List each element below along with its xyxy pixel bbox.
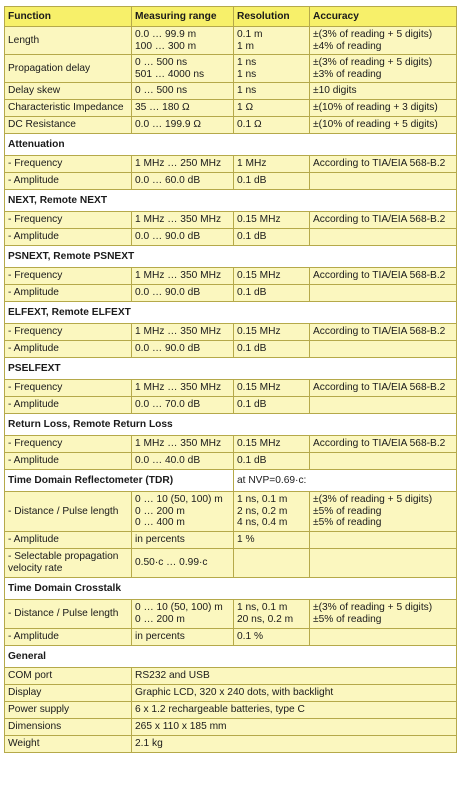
spec-row [5, 629, 457, 646]
spec-resolution-line: 0.1 m [237, 28, 263, 40]
spec-function: Weight [5, 736, 132, 753]
spec-resolution [234, 324, 310, 341]
spec-resolution-line: 0.1 dB [237, 343, 267, 355]
spec-row [5, 341, 457, 358]
spec-resolution-line: 1 MHz [237, 158, 267, 170]
spec-resolution-line: 0.1 dB [237, 231, 267, 243]
spec-row [5, 285, 457, 302]
spec-accuracy [310, 83, 457, 100]
spec-accuracy [310, 397, 457, 414]
spec-accuracy [310, 629, 457, 646]
spec-row [5, 380, 457, 397]
spec-range [132, 600, 234, 629]
spec-resolution [234, 549, 310, 578]
spec-value: 6 x 1.2 rechargeable batteries, type C [132, 702, 457, 719]
spec-function-line: - Amplitude [8, 287, 59, 299]
spec-function: COM port [5, 668, 132, 685]
spec-function [5, 453, 132, 470]
spec-function-line: - Distance / Pulse length [8, 505, 119, 517]
spec-function-line: velocity rate [8, 563, 63, 574]
spec-table-body [5, 27, 457, 753]
spec-accuracy [310, 285, 457, 302]
spec-range [132, 27, 234, 55]
spec-accuracy [310, 436, 457, 453]
spec-range-line: 1 MHz … 350 MHz [135, 438, 222, 450]
spec-range-line: 0.0 … 90.0 dB [135, 287, 201, 299]
spec-function-line: - Distance / Pulse length [8, 608, 119, 620]
spec-resolution-line: 1 ns [237, 56, 257, 68]
spec-function-line: Length [8, 34, 40, 46]
spec-resolution [234, 492, 310, 532]
section-row [5, 302, 457, 324]
spec-function [5, 83, 132, 100]
spec-function [5, 600, 132, 629]
spec-function-line: - Amplitude [8, 399, 59, 411]
spec-row [5, 100, 457, 117]
spec-range-line: 1 MHz … 350 MHz [135, 382, 222, 394]
spec-resolution [234, 397, 310, 414]
spec-range [132, 380, 234, 397]
section-row [5, 414, 457, 436]
spec-range-line: 0.0 … 70.0 dB [135, 399, 201, 411]
spec-range-line: 1 MHz … 350 MHz [135, 326, 222, 338]
spec-range [132, 549, 234, 578]
spec-function: Display [5, 685, 132, 702]
spec-row [5, 324, 457, 341]
section-row [5, 646, 457, 668]
spec-function [5, 285, 132, 302]
general-row [5, 736, 457, 753]
spec-accuracy-line: According to TIA/EIA 568-B.2 [313, 326, 446, 338]
spec-accuracy-line: ±10 digits [313, 85, 357, 97]
spec-accuracy [310, 532, 457, 549]
spec-function-line: - Frequency [8, 158, 63, 170]
spec-row [5, 212, 457, 229]
spec-range [132, 229, 234, 246]
spec-accuracy [310, 27, 457, 55]
spec-resolution-line: 4 ns, 0.4 m [237, 517, 288, 529]
spec-function [5, 229, 132, 246]
spec-function-line: - Frequency [8, 214, 63, 226]
spec-function [5, 436, 132, 453]
spec-function [5, 100, 132, 117]
spec-range-line: 0 … 200 m [135, 614, 185, 625]
section-note: at NVP=0.69·c: [234, 470, 457, 492]
spec-resolution [234, 156, 310, 173]
spec-resolution [234, 212, 310, 229]
spec-range [132, 83, 234, 100]
spec-range [132, 436, 234, 453]
spec-accuracy [310, 492, 457, 532]
spec-resolution [234, 341, 310, 358]
spec-function-line: - Amplitude [8, 631, 59, 643]
spec-accuracy [310, 268, 457, 285]
spec-resolution [234, 173, 310, 190]
spec-function-line: Characteristic Impedance [8, 102, 124, 114]
spec-function [5, 268, 132, 285]
spec-accuracy [310, 55, 457, 83]
spec-range-line: 0.0 … 40.0 dB [135, 455, 201, 467]
spec-accuracy [310, 100, 457, 117]
spec-function-line: - Amplitude [8, 343, 59, 355]
spec-resolution-line: 1 ns, 0.1 m [237, 602, 288, 614]
spec-range [132, 532, 234, 549]
spec-range [132, 173, 234, 190]
section-row [5, 246, 457, 268]
spec-range [132, 492, 234, 532]
spec-function [5, 55, 132, 83]
header-function: Function [5, 7, 132, 27]
spec-function: Power supply [5, 702, 132, 719]
spec-range-line: 0 … 500 ns [135, 85, 188, 97]
spec-range-line: 0.0 … 99.9 m [135, 28, 197, 40]
spec-accuracy-line: According to TIA/EIA 568-B.2 [313, 382, 446, 394]
spec-row [5, 492, 457, 532]
general-row [5, 685, 457, 702]
spec-accuracy-line: According to TIA/EIA 568-B.2 [313, 158, 446, 170]
spec-resolution [234, 629, 310, 646]
spec-resolution-line: 0.1 dB [237, 455, 267, 467]
spec-range [132, 453, 234, 470]
spec-function [5, 156, 132, 173]
spec-value: 265 x 110 x 185 mm [132, 719, 457, 736]
spec-accuracy [310, 549, 457, 578]
spec-function [5, 341, 132, 358]
general-row [5, 719, 457, 736]
spec-resolution [234, 27, 310, 55]
spec-function [5, 117, 132, 134]
spec-function [5, 549, 132, 578]
spec-range-line: 0 … 10 (50, 100) m [135, 493, 223, 505]
spec-table [4, 6, 457, 753]
spec-resolution-line: 0.1 Ω [237, 119, 262, 131]
spec-range [132, 341, 234, 358]
spec-resolution-line: 1 m [237, 40, 254, 52]
spec-function [5, 380, 132, 397]
spec-range-line: 0 … 500 ns [135, 56, 188, 68]
section-title: Attenuation [5, 134, 457, 156]
spec-row [5, 436, 457, 453]
spec-accuracy-line: ±5% of reading [313, 517, 382, 529]
spec-resolution [234, 436, 310, 453]
spec-value: Graphic LCD, 320 x 240 dots, with backlight [132, 685, 457, 702]
spec-range-line: in percents [135, 631, 185, 643]
spec-resolution-line: 0.15 MHz [237, 438, 281, 450]
spec-range [132, 55, 234, 83]
spec-function-line: - Selectable propagation [8, 551, 119, 563]
spec-resolution [234, 100, 310, 117]
spec-range [132, 212, 234, 229]
section-title: General [5, 646, 457, 668]
spec-resolution-line: 2 ns, 0.2 m [237, 505, 288, 517]
spec-function [5, 173, 132, 190]
spec-resolution [234, 600, 310, 629]
spec-row [5, 268, 457, 285]
spec-function-line: - Amplitude [8, 534, 59, 546]
spec-range-line: in percents [135, 534, 185, 546]
spec-row [5, 55, 457, 83]
spec-range [132, 268, 234, 285]
section-row [5, 470, 457, 492]
spec-resolution [234, 532, 310, 549]
spec-accuracy-line: According to TIA/EIA 568-B.2 [313, 438, 446, 450]
spec-accuracy-line: ±(10% of reading + 5 digits) [313, 119, 438, 131]
spec-accuracy [310, 212, 457, 229]
spec-resolution [234, 453, 310, 470]
section-title: ELFEXT, Remote ELFEXT [5, 302, 457, 324]
spec-range-line: 0 … 200 m [135, 505, 185, 517]
header-resolution: Resolution [234, 7, 310, 27]
spec-value: 2.1 kg [132, 736, 457, 753]
section-row [5, 134, 457, 156]
spec-range [132, 117, 234, 134]
spec-range-line: 0 … 400 m [135, 517, 185, 529]
spec-accuracy [310, 229, 457, 246]
spec-range-line: 0.0 … 90.0 dB [135, 231, 201, 243]
spec-range-line: 1 MHz … 250 MHz [135, 158, 222, 170]
spec-row [5, 532, 457, 549]
spec-function [5, 629, 132, 646]
spec-function [5, 212, 132, 229]
spec-resolution-line: 20 ns, 0.2 m [237, 614, 294, 625]
spec-row [5, 173, 457, 190]
spec-resolution-line: 1 % [237, 534, 255, 546]
spec-resolution-line: 1 ns [237, 85, 257, 97]
spec-accuracy-line: According to TIA/EIA 568-B.2 [313, 214, 446, 226]
spec-function-line: - Amplitude [8, 455, 59, 467]
spec-accuracy [310, 324, 457, 341]
spec-accuracy-line: ±4% of reading [313, 40, 382, 52]
spec-row [5, 453, 457, 470]
section-title: Return Loss, Remote Return Loss [5, 414, 457, 436]
spec-row [5, 600, 457, 629]
spec-accuracy [310, 117, 457, 134]
spec-function-line: Delay skew [8, 85, 61, 97]
spec-row [5, 83, 457, 100]
spec-range-line: 501 … 4000 ns [135, 68, 205, 80]
spec-accuracy-line: ±(10% of reading + 3 digits) [313, 102, 438, 114]
spec-resolution-line: 0.1 dB [237, 399, 267, 411]
spec-accuracy [310, 156, 457, 173]
spec-resolution-line: 1 Ω [237, 102, 254, 114]
spec-resolution [234, 380, 310, 397]
spec-resolution [234, 83, 310, 100]
spec-row [5, 156, 457, 173]
spec-function: Dimensions [5, 719, 132, 736]
spec-function-line: - Frequency [8, 438, 63, 450]
spec-resolution-line: 0.15 MHz [237, 270, 281, 282]
spec-accuracy-line: ±(3% of reading + 5 digits) [313, 56, 433, 68]
general-row [5, 702, 457, 719]
spec-row [5, 27, 457, 55]
spec-accuracy [310, 173, 457, 190]
spec-resolution [234, 285, 310, 302]
spec-row [5, 549, 457, 578]
spec-function [5, 492, 132, 532]
spec-resolution [234, 229, 310, 246]
spec-accuracy [310, 453, 457, 470]
spec-range [132, 156, 234, 173]
spec-resolution-line: 0.15 MHz [237, 382, 281, 394]
spec-range [132, 397, 234, 414]
spec-range [132, 324, 234, 341]
spec-range-line: 0.0 … 199.9 Ω [135, 119, 201, 131]
spec-resolution-line: 1 ns [237, 68, 257, 80]
spec-accuracy-line: ±(3% of reading + 5 digits) [313, 28, 433, 40]
spec-function-line: - Amplitude [8, 231, 59, 243]
section-title: PSELFEXT [5, 358, 457, 380]
spec-accuracy-line: ±(3% of reading + 5 digits) [313, 602, 433, 614]
section-title: Time Domain Crosstalk [5, 578, 457, 600]
spec-range [132, 629, 234, 646]
header-measuring-range: Measuring range [132, 7, 234, 27]
spec-range-line: 0 … 10 (50, 100) m [135, 602, 223, 614]
spec-range-line: 1 MHz … 350 MHz [135, 214, 222, 226]
spec-row [5, 117, 457, 134]
spec-range-line: 1 MHz … 350 MHz [135, 270, 222, 282]
spec-accuracy [310, 380, 457, 397]
spec-accuracy [310, 341, 457, 358]
spec-range-line: 35 … 180 Ω [135, 102, 190, 114]
spec-function [5, 532, 132, 549]
spec-resolution-line: 1 ns, 0.1 m [237, 493, 288, 505]
spec-range-line: 0.0 … 60.0 dB [135, 175, 201, 187]
spec-function-line: - Frequency [8, 382, 63, 394]
spec-resolution-line: 0.1 dB [237, 175, 267, 187]
spec-resolution-line: 0.15 MHz [237, 214, 281, 226]
section-title: Time Domain Reflectometer (TDR) [5, 470, 234, 492]
section-title: PSNEXT, Remote PSNEXT [5, 246, 457, 268]
spec-resolution-line: 0.15 MHz [237, 326, 281, 338]
general-row [5, 668, 457, 685]
header-accuracy: Accuracy [310, 7, 457, 27]
spec-range-line: 100 … 300 m [135, 40, 197, 52]
spec-resolution [234, 268, 310, 285]
spec-accuracy-line: ±5% of reading [313, 505, 382, 517]
spec-function-line: - Amplitude [8, 175, 59, 187]
section-row [5, 190, 457, 212]
spec-accuracy-line: ±3% of reading [313, 68, 382, 80]
spec-function-line: Propagation delay [8, 62, 91, 74]
spec-function [5, 324, 132, 341]
spec-function-line: DC Resistance [8, 119, 76, 131]
spec-accuracy [310, 600, 457, 629]
spec-accuracy-line: ±5% of reading [313, 614, 382, 625]
spec-function [5, 27, 132, 55]
spec-function [5, 397, 132, 414]
spec-row [5, 397, 457, 414]
header-row [5, 7, 457, 27]
spec-value: RS232 and USB [132, 668, 457, 685]
spec-function-line: - Frequency [8, 326, 63, 338]
spec-row [5, 229, 457, 246]
spec-range-line: 0.0 … 90.0 dB [135, 343, 201, 355]
spec-range-line: 0.50·c … 0.99·c [135, 557, 208, 569]
spec-resolution-line: 0.1 dB [237, 287, 267, 299]
section-row [5, 578, 457, 600]
spec-function-line: - Frequency [8, 270, 63, 282]
spec-resolution [234, 117, 310, 134]
spec-accuracy-line: ±(3% of reading + 5 digits) [313, 493, 433, 505]
section-title: NEXT, Remote NEXT [5, 190, 457, 212]
section-row [5, 358, 457, 380]
spec-range [132, 285, 234, 302]
spec-resolution-line: 0.1 % [237, 631, 264, 643]
spec-range [132, 100, 234, 117]
spec-resolution [234, 55, 310, 83]
spec-accuracy-line: According to TIA/EIA 568-B.2 [313, 270, 446, 282]
